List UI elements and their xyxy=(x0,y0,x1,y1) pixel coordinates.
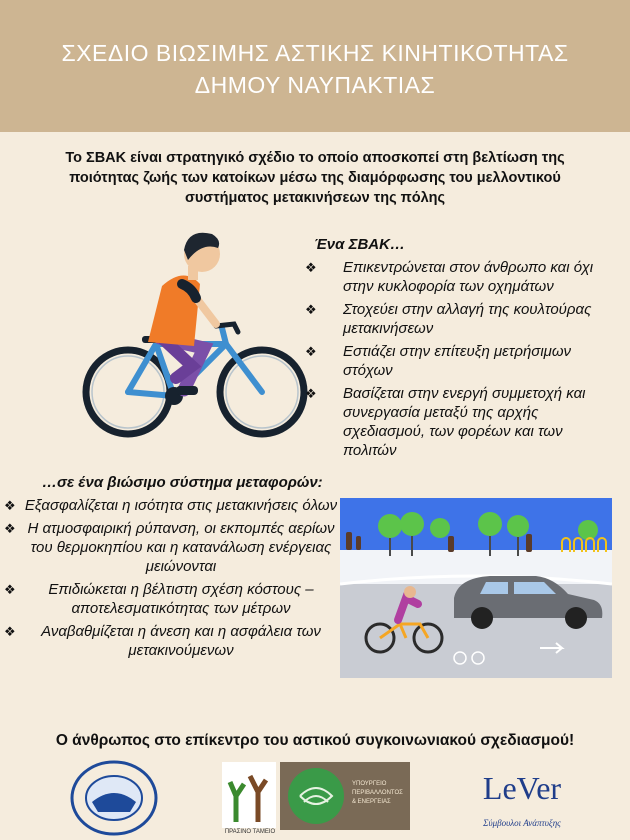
diamond-bullet-icon: ❖ xyxy=(305,344,317,359)
header-banner xyxy=(0,0,630,132)
green-fund-tree-logo xyxy=(222,762,276,828)
green-fund-caption: ΠΡΑΣΙΝΟ ΤΑΜΕΙΟ xyxy=(224,829,276,835)
list-item xyxy=(4,580,340,618)
section1-list xyxy=(305,258,608,464)
ministry-line-2: ΠΕΡΙΒΑΛΛΟΝΤΟΣ xyxy=(352,790,403,796)
section2-list xyxy=(4,496,340,664)
list-item-text: Η ατμοσφαιρική ρύπανση, οι εκπομπές αερίων του θερμοκηπίου και η κατανάλωση ενέργειας μειώνονται xyxy=(27,520,335,575)
list-item-text: Βασίζεται στην ενεργή συμμετοχή και συνεργασία μεταξύ της αρχής σχεδιασμού, των φορέων και των πολιτών xyxy=(343,385,586,459)
list-item xyxy=(4,519,340,576)
ministry-emblem-icon xyxy=(280,762,350,830)
section1-heading: Ένα ΣΒΑΚ… xyxy=(314,236,405,253)
street-illustration xyxy=(340,498,612,678)
diamond-bullet-icon: ❖ xyxy=(305,260,317,275)
footer-slogan: Ο άνθρωπος στο επίκεντρο του αστικού συγκοινωνιακού σχεδιασμού! xyxy=(55,732,575,749)
lever-logo xyxy=(462,770,582,830)
ministry-line-1: ΥΠΟΥΡΓΕΙΟ xyxy=(352,781,387,787)
list-item-text: Αναβαθμίζεται η άνεση και η ασφάλεια των μετακινούμενων xyxy=(41,623,321,659)
list-item xyxy=(4,496,340,515)
municipality-seal-logo xyxy=(68,760,160,838)
title-line-2: ΔΗΜΟΥ ΝΑΥΠΑΚΤΙΑΣ xyxy=(194,72,436,98)
cyclist-illustration xyxy=(76,226,312,448)
list-item xyxy=(305,384,608,460)
ministry-text xyxy=(352,780,408,807)
intro-paragraph: Το ΣΒΑΚ είναι στρατηγικό σχέδιο το οποίο αποσκοπεί στη βελτίωση της ποιότητας ζωής των κατοίκων μέσω της διαμόρφωσης του μελλοντικού συστήματος μετακινήσεων της πόλης xyxy=(65,150,565,206)
diamond-bullet-icon: ❖ xyxy=(4,521,16,536)
list-item xyxy=(305,258,608,296)
list-item xyxy=(4,622,340,660)
list-item-text: Εστιάζει στην επίτευξη μετρήσιμων στόχων xyxy=(343,343,572,379)
list-item-text: Στοχεύει στην αλλαγή της κουλτούρας μετακινήσεων xyxy=(343,301,592,337)
list-item-text: Επιδιώκεται η βέλτιστη σχέση κόστους – αποτελεσματικότητας των μέτρων xyxy=(48,581,314,617)
diamond-bullet-icon: ❖ xyxy=(305,302,317,317)
list-item xyxy=(305,300,608,338)
list-item-text: Εξασφαλίζεται η ισότητα στις μετακινήσεις όλων xyxy=(24,497,338,514)
lever-subtitle: Σύμβουλοι Ανάπτυξης xyxy=(483,818,561,828)
diamond-bullet-icon: ❖ xyxy=(4,624,16,639)
list-item xyxy=(305,342,608,380)
diamond-bullet-icon: ❖ xyxy=(4,498,16,513)
title-line-1: ΣΧΕΔΙΟ ΒΙΩΣΙΜΗΣ ΑΣΤΙΚΗΣ ΚΙΝΗΤΙΚΟΤΗΤΑΣ xyxy=(61,40,569,66)
lever-wordmark: LeVer xyxy=(482,770,562,806)
diamond-bullet-icon: ❖ xyxy=(4,582,16,597)
section2-heading: …σε ένα βιώσιμο σύστημα μεταφορών: xyxy=(42,474,323,491)
ministry-line-3: & ΕΝΕΡΓΕΙΑΣ xyxy=(352,799,391,805)
diamond-bullet-icon: ❖ xyxy=(305,386,317,401)
ministry-logo xyxy=(280,762,410,830)
list-item-text: Επικεντρώνεται στον άνθρωπο και όχι στην κυκλοφορία των οχημάτων xyxy=(343,259,594,295)
